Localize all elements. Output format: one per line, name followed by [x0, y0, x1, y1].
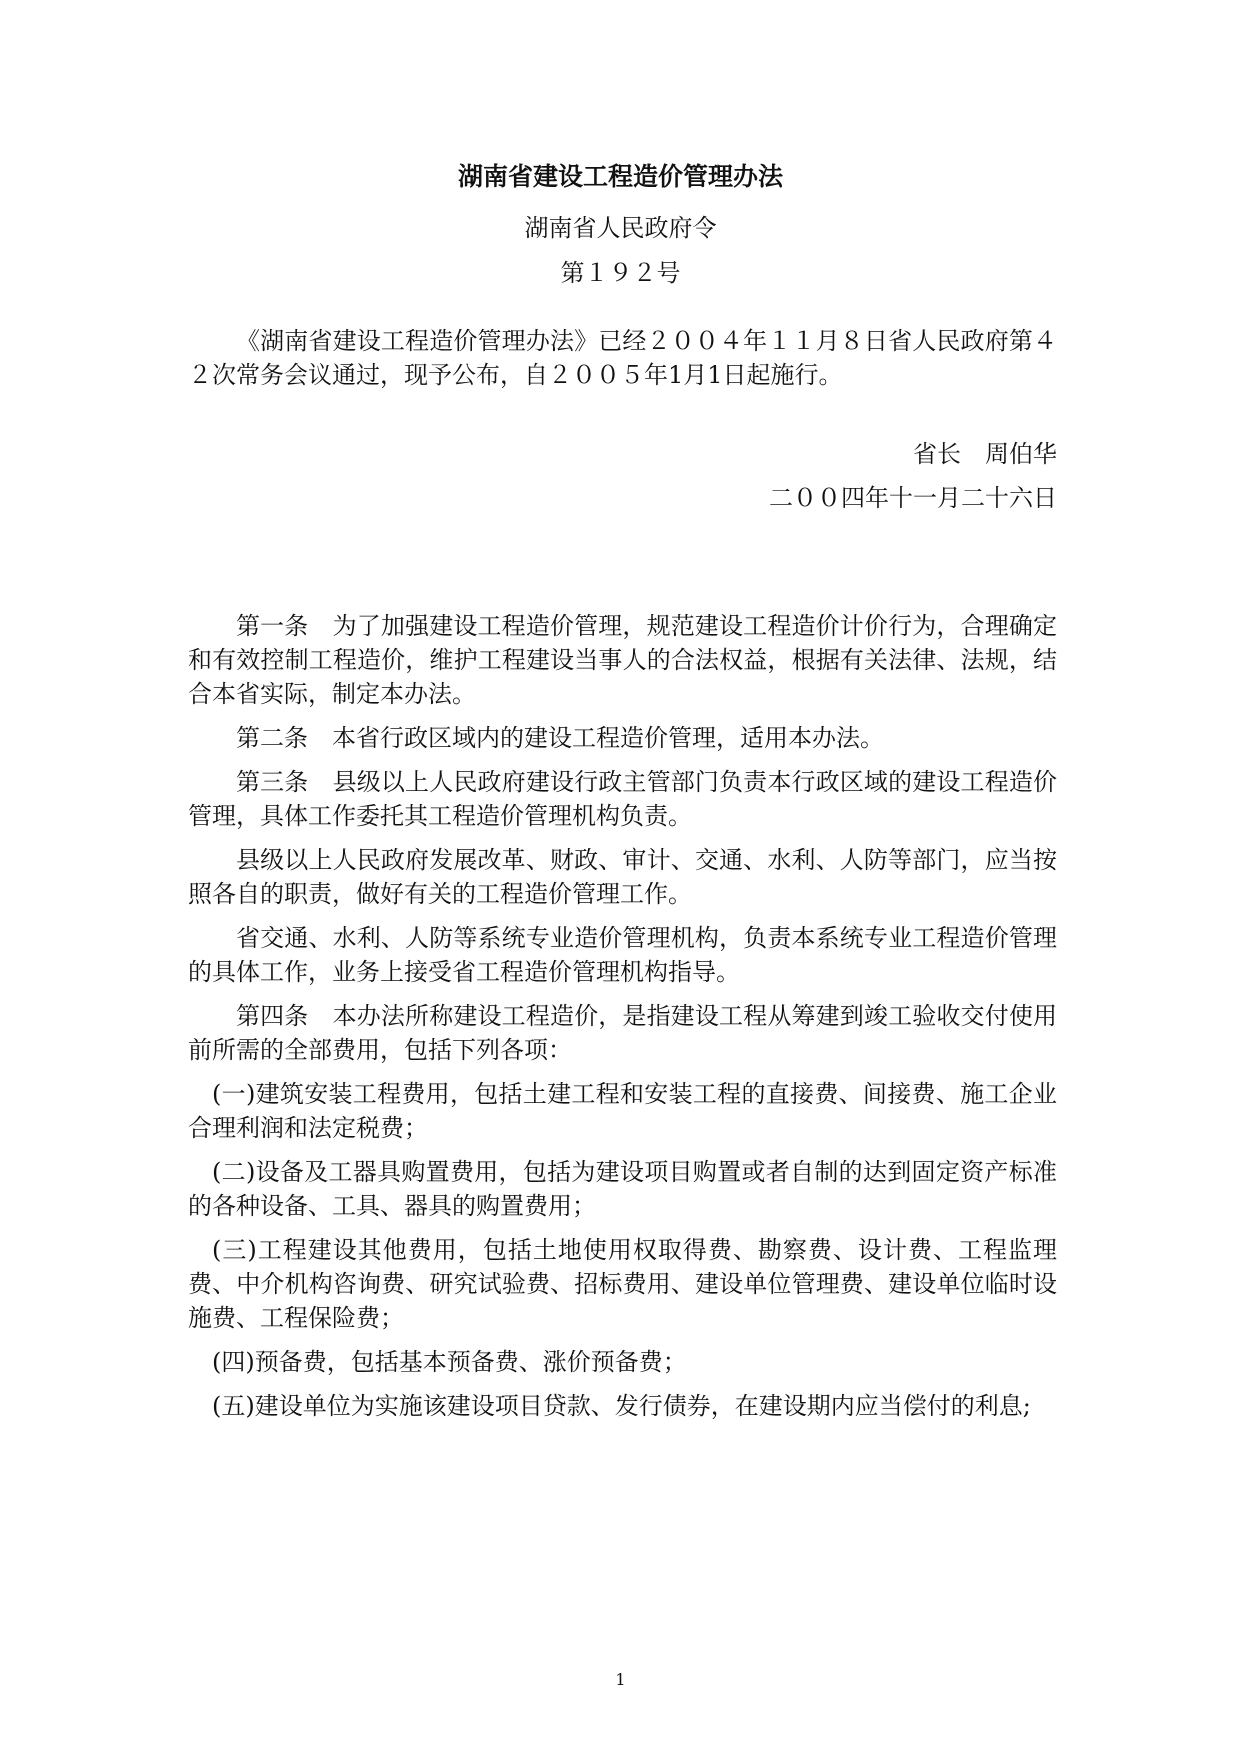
- order-issuer: 湖南省人民政府令: [524, 214, 717, 242]
- signatory: 省长 周伯华: [913, 440, 1057, 468]
- article-3-para-2: 县级以上人民政府发展改革、财政、审计、交通、水利、人防等部门，应当按照各自的职责，做好有关的工程造价管理工作。: [188, 846, 1057, 908]
- article-4-item-4: (四)预备费，包括基本预备费、涨价预备费；: [212, 1348, 687, 1376]
- article-4-item-5: (五)建设单位为实施该建设项目贷款、发行债券，在建设期内应当偿付的利息;: [212, 1392, 1031, 1420]
- article-4-item-3: (三)工程建设其他费用，包括土地使用权取得费、勘察费、设计费、工程监理费、中介机构咨询费、研究试验费、招标费用、建设单位管理费、建设单位临时设施费、工程保险费；: [188, 1236, 1057, 1332]
- order-number: 第１９２号: [560, 259, 681, 287]
- articles-body: [188, 609, 1057, 1433]
- promulgation-paragraph: 《湖南省建设工程造价管理办法》已经２００４年１１月８日省人民政府第４２次常务会议通过，现予公布，自２００５年1月1日起施行。: [188, 327, 1057, 389]
- page-number: 1: [615, 1670, 626, 1689]
- article-3: 第三条 县级以上人民政府建设行政主管部门负责本行政区域的建设工程造价管理，具体工作委托其工程造价管理机构负责。: [188, 768, 1057, 830]
- document-title: 湖南省建设工程造价管理办法: [457, 162, 783, 191]
- article-4: 第四条 本办法所称建设工程造价，是指建设工程从筹建到竣工验收交付使用前所需的全部费用，包括下列各项：: [188, 1002, 1057, 1064]
- article-4-item-1: (一)建筑安装工程费用，包括土建工程和安装工程的直接费、间接费、施工企业合理利润和法定税费；: [188, 1080, 1057, 1142]
- article-3-para-3: 省交通、水利、人防等系统专业造价管理机构，负责本系统专业工程造价管理的具体工作，业务上接受省工程造价管理机构指导。: [188, 924, 1057, 986]
- sign-date: 二００四年十一月二十六日: [769, 484, 1057, 512]
- article-4-item-2: (二)设备及工器具购置费用，包括为建设项目购置或者自制的达到固定资产标准的各种设备、工具、器具的购置费用；: [188, 1158, 1057, 1220]
- article-2: 第二条 本省行政区域内的建设工程造价管理，适用本办法。: [236, 724, 884, 752]
- article-1: 第一条 为了加强建设工程造价管理，规范建设工程造价计价行为，合理确定和有效控制工程造价，维护工程建设当事人的合法权益，根据有关法律、法规，结合本省实际，制定本办法。: [188, 612, 1057, 708]
